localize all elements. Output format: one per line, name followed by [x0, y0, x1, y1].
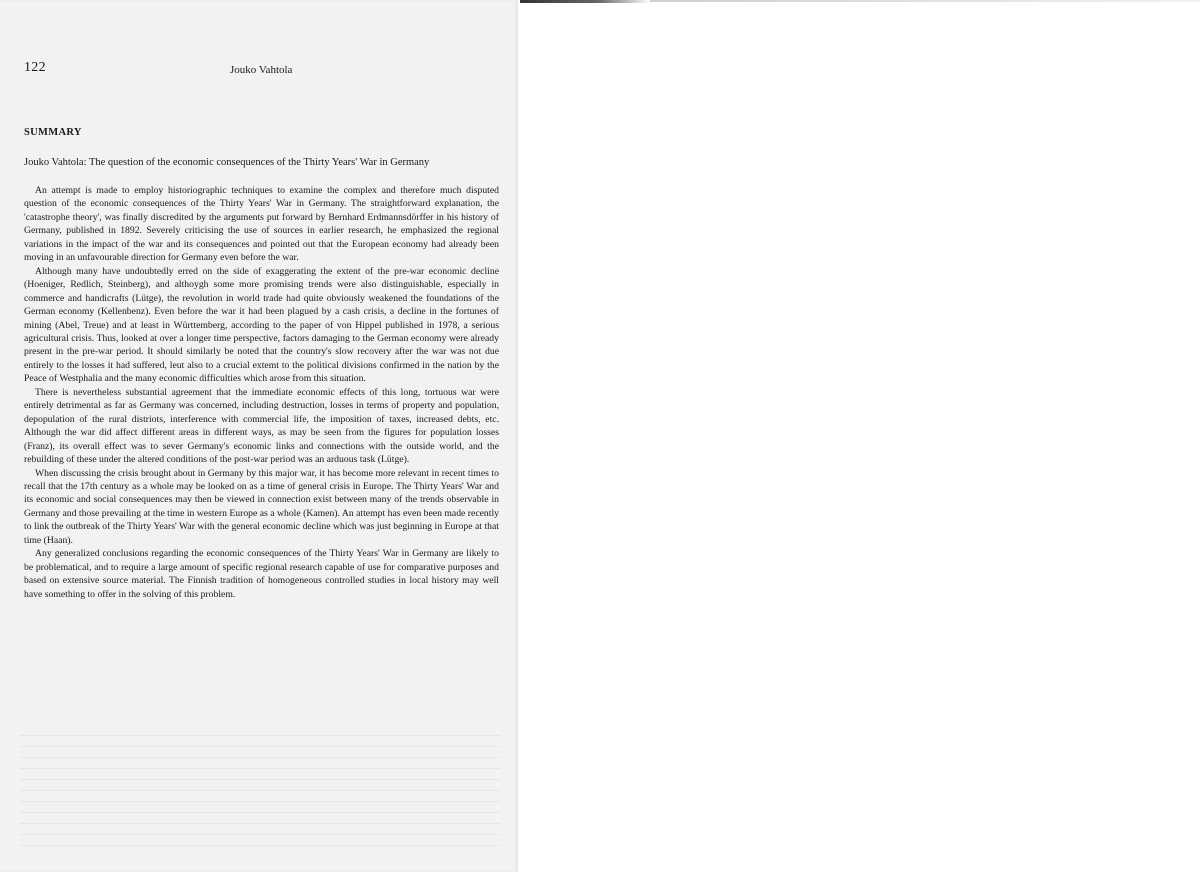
summary-body [24, 184, 499, 601]
paragraph: Although many have undoubtedly erred on the side of exaggerating the extent of the pre-war economic decline (Hoeniger, Redlich, Steinberg), and althoygh some more promising trends were also distinguishable, especially in commerce and handicrafts (Lütge), the revolution in world trade had quite obviously weakened the foundations of the German economy (Kellenbenz). Even before the war it had been plagued by a cash crisis, a decline in the fortunes of mining (Abel, Treue) and at least in Württemberg, according to the paper of von Hippel published in 1978, a serious agricultural crisis. Thus, looked at over a longer time perspective, factors damaging to the German economy were already present in the pre-war period. It should similarly be noted that the country's slow recovery after the war was not due entirely to the losses it had suffered, leut also to a crucial extemt to the political divisions confirmed in the nation by the Peace of Westphalia and the many economic difficulties which arose from this situation. [24, 265, 499, 385]
paragraph: An attempt is made to employ historiographic techniques to examine the complex and therefore much disputed question of the economic consequences of the Thirty Years' War in Germany. The straightforward explanation, the 'catastrophe theory', was finally discredited by the arguments put forward by Bernhard Erdmannsdörffer in his history of Germany, published in 1892. Severely criticising the use of sources in earlier research, he emphasized the regional variations in the impact of the war and its consequences and pointed out that the European economy had already been moving in an unfavourable direction for Germany even before the war. [24, 185, 499, 264]
right-page-blank [518, 0, 1200, 872]
paragraph: Any generalized conclusions regarding the economic consequences of the Thirty Years' War in Germany are likely to be problematical, and to require a large amount of specific regional research capable of use for comparative purposes and based on extensive source material. The Finnish tradition of homogeneous controlled studies in local history may well have something to offer in the solving of this problem. [24, 548, 499, 600]
running-head-author: Jouko Vahtola [230, 64, 293, 76]
article-title: Jouko Vahtola: The question of the economic consequences of the Thirty Years' War in Germany [24, 157, 430, 168]
scan-edge-shadow-faint [650, 0, 1200, 2]
show-through-text [20, 735, 500, 855]
paragraph: There is nevertheless substantial agreement that the immediate economic effects of this long, tortuous war were entirely detrimental as far as Germany was concerned, including destruction, losses in terms of property and population, depopulation of the rural distriots, interference with commercial life, the imposition of taxes, increased debts, etc. Although the war did affect different areas in different ways, as may be seen from the figures for population losses (Franz), its overall effect was to sever Germany's economic links and connections with the outside world, and the rebuilding of these under the altered conditions of the post-war period was an arduous task (Lütge). [24, 386, 499, 466]
scan-edge-shadow [520, 0, 650, 3]
paragraph: When discussing the crisis brought about in Germany by this major war, it has become more relevant in recent times to recall that the 17th century as a whole may be looked on as a time of general crisis in Europe. The Thirty Years' War and its economic and social consequences may then be viewed in connection exist between many of the trends observable in Germany and those prevailing at the time in western Europe as a whole (Kamen). An attempt has even been made recently to link the outbreak of the Thirty Years' War with the general economic decline which was just beginning in Europe at that time (Haan). [24, 467, 499, 546]
page-number: 122 [24, 60, 46, 75]
section-heading: SUMMARY [24, 127, 82, 138]
